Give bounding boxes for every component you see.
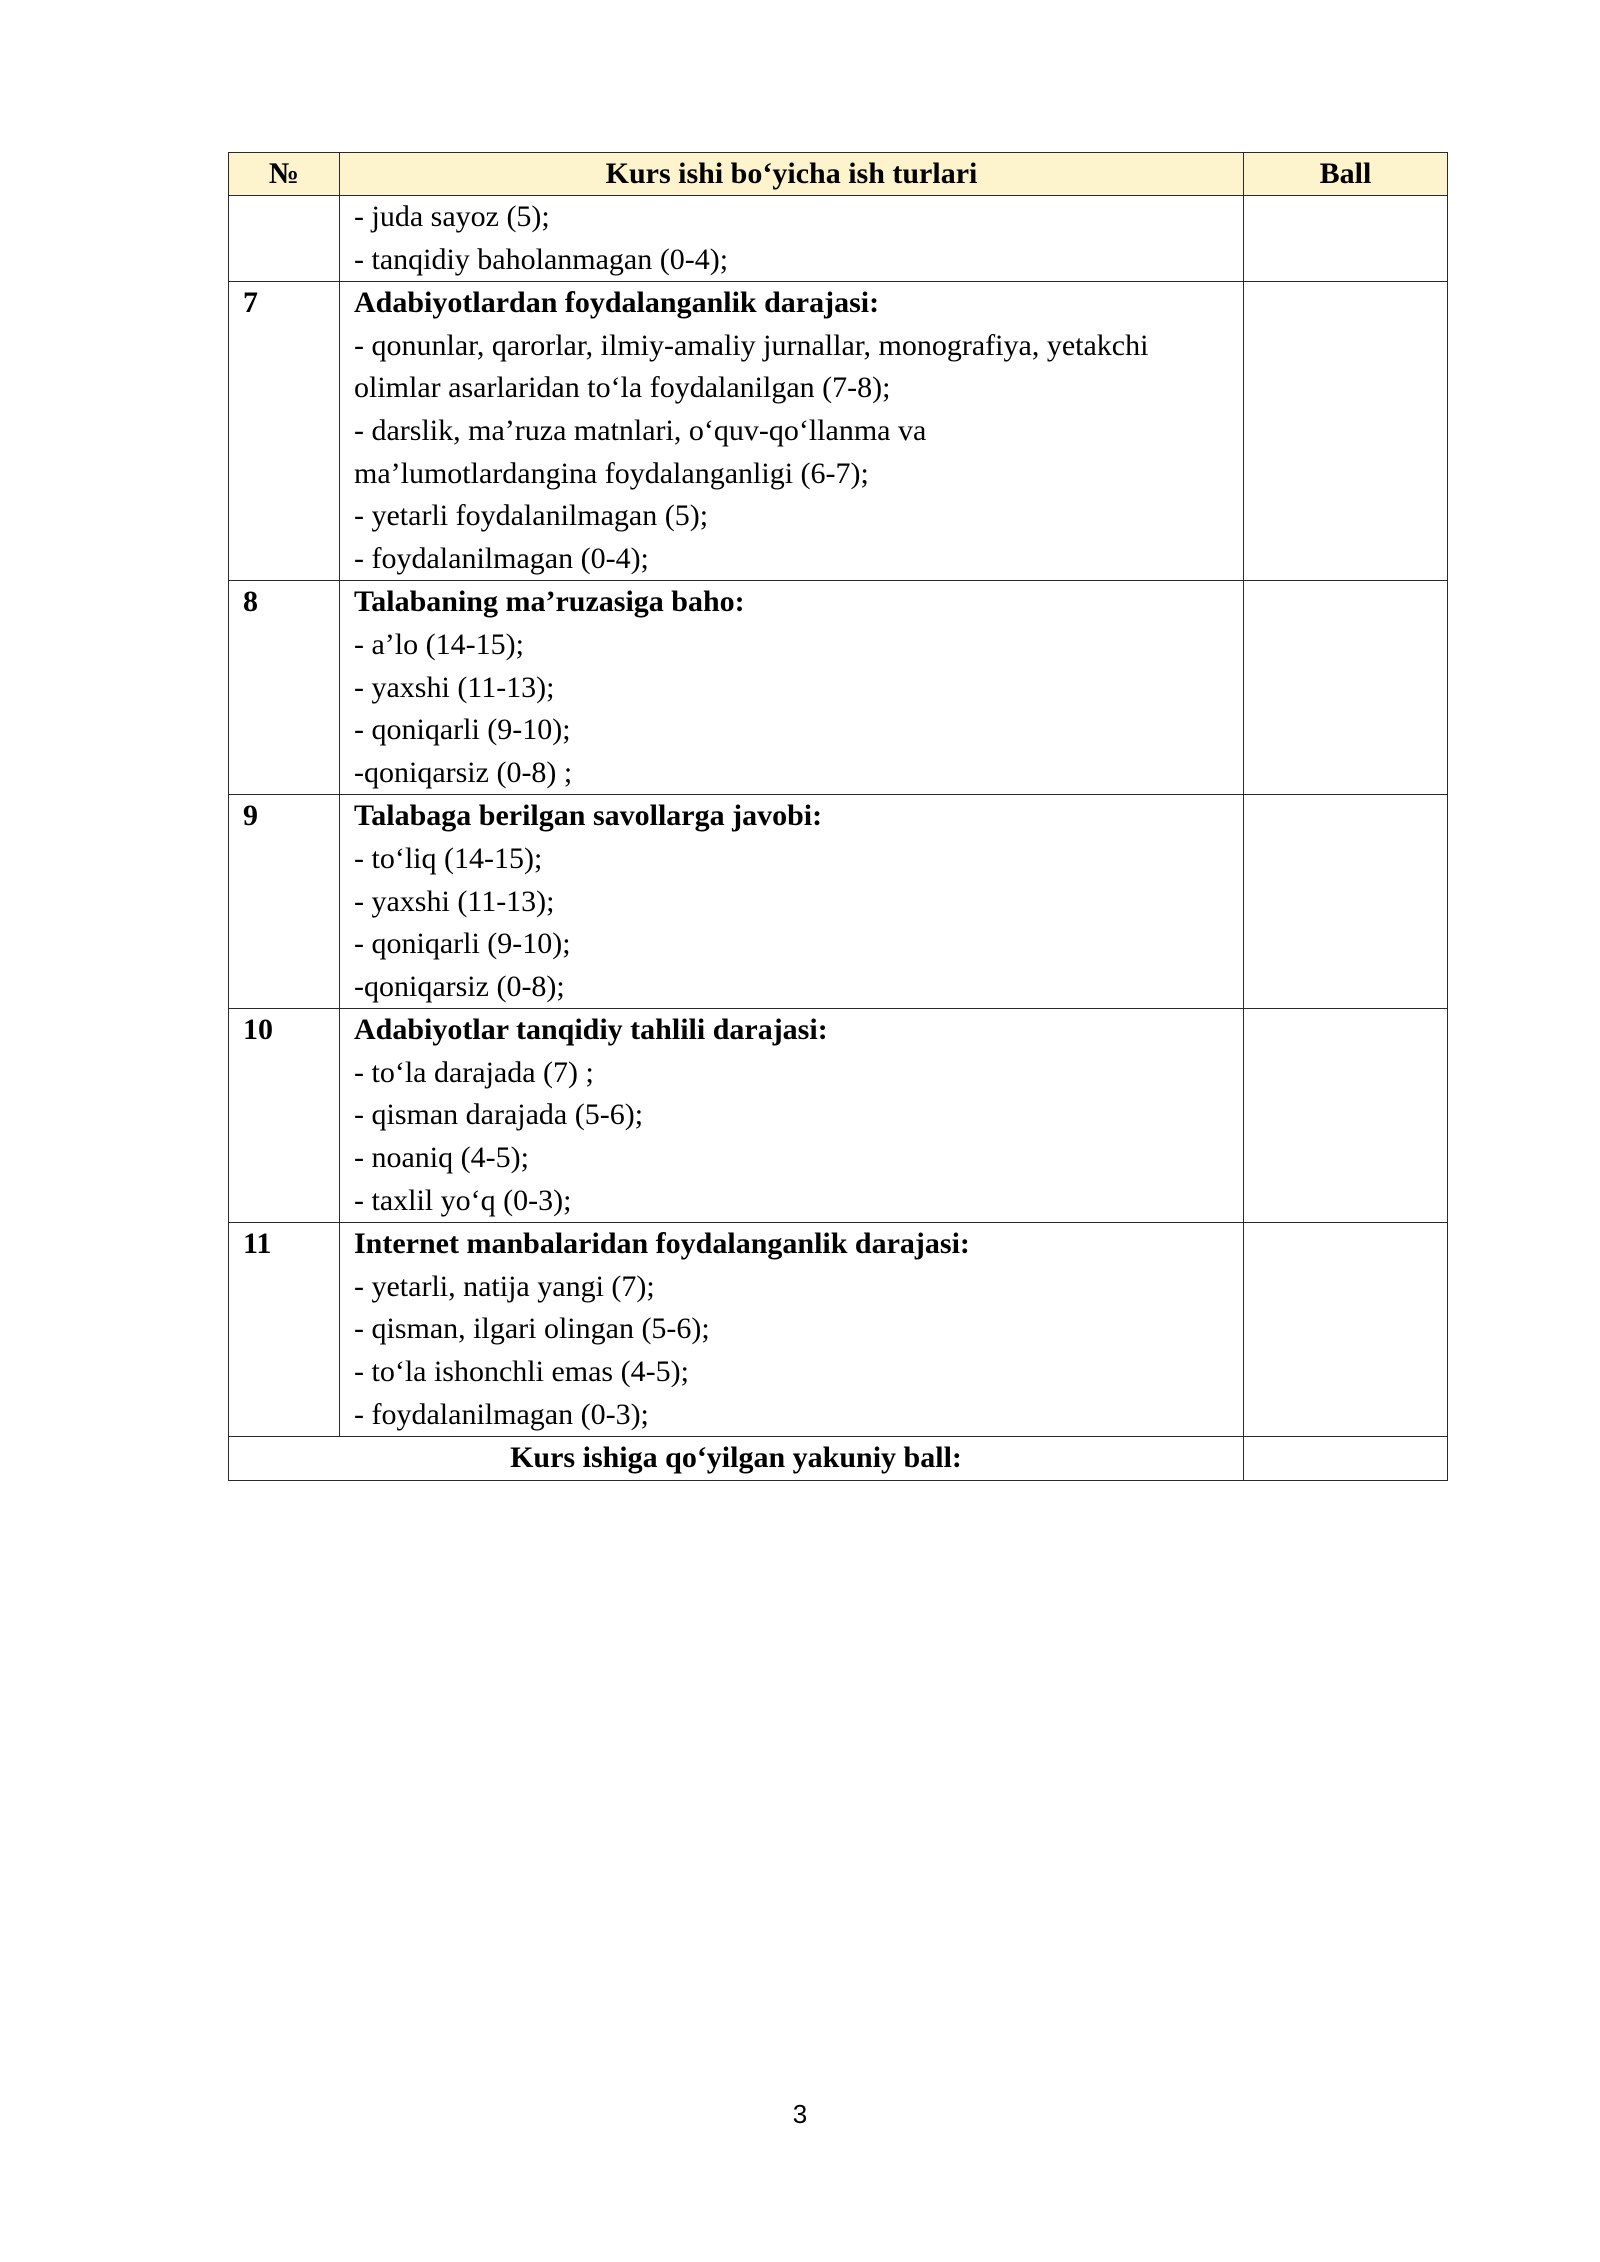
criteria-item: - darslik, ma’ruza matnlari, o‘quv-qo‘llanma va (354, 413, 927, 447)
score-cell (1244, 581, 1448, 795)
page-number: 3 (792, 2099, 808, 2129)
criteria-heading: Internet manbalaridan foydalanganlik darajasi: (354, 1227, 970, 1261)
criteria-item: -qoniqarsiz (0-8) ; (354, 755, 573, 789)
table-row (229, 1223, 1448, 1437)
criteria-heading: Talabaga berilgan savollarga javobi: (354, 799, 823, 833)
criteria-item: - qoniqarli (9-10); (354, 713, 571, 747)
criteria-item: -qoniqarsiz (0-8); (354, 969, 565, 1003)
criteria-heading: Adabiyotlardan foydalanganlik darajasi: (354, 286, 880, 320)
score-cell (1244, 196, 1448, 282)
criteria-item: - noaniq (4-5); (354, 1141, 529, 1175)
criteria-cell (340, 1223, 1244, 1437)
criteria-heading: Adabiyotlar tanqidiy tahlili darajasi: (354, 1013, 828, 1047)
criteria-item: - yaxshi (11-13); (354, 670, 555, 704)
criteria-item: - yaxshi (11-13); (354, 884, 555, 918)
criteria-item: - qonunlar, qarorlar, ilmiy-amaliy jurnallar, monografiya, yetakchi (354, 328, 1149, 362)
criteria-item: - yetarli foydalanilmagan (5); (354, 499, 709, 533)
table-row (229, 282, 1448, 581)
criteria-cell (340, 196, 1244, 282)
table-row (229, 581, 1448, 795)
score-cell (1244, 1223, 1448, 1437)
table-row (229, 1009, 1448, 1223)
criteria-cell (340, 1009, 1244, 1223)
criteria-item: - juda sayoz (5); (354, 200, 550, 233)
criteria-item: - qisman, ilgari olingan (5-6); (354, 1312, 710, 1346)
header-number: № (229, 153, 340, 196)
row-number: 11 (229, 1223, 340, 1437)
criteria-cell (340, 282, 1244, 581)
criteria-item: - tanqidiy baholanmagan (0-4); (354, 242, 729, 276)
criteria-item: - to‘la ishonchli emas (4-5); (354, 1355, 689, 1389)
criteria-item: - a’lo (14-15); (354, 627, 524, 661)
criteria-item: - foydalanilmagan (0-4); (354, 541, 649, 575)
table-total-row (229, 1437, 1448, 1481)
criteria-item: - qisman darajada (5-6); (354, 1098, 644, 1132)
criteria-heading: Talabaning ma’ruzasiga baho: (354, 585, 745, 619)
criteria-item: - to‘la darajada (7) ; (354, 1055, 594, 1089)
table-row (229, 795, 1448, 1009)
table-row-continuation (229, 196, 1448, 282)
criteria-cell (340, 581, 1244, 795)
criteria-item: ma’lumotlardangina foydalanganligi (6-7); (354, 456, 869, 490)
criteria-cell (340, 795, 1244, 1009)
criteria-item: - foydalanilmagan (0-3); (354, 1397, 649, 1431)
criteria-item: - yetarli, natija yangi (7); (354, 1269, 655, 1303)
row-number: 7 (229, 282, 340, 581)
criteria-item: - taxlil yo‘q (0-3); (354, 1183, 572, 1217)
score-cell (1244, 795, 1448, 1009)
header-work-types: Kurs ishi bo‘yicha ish turlari (340, 153, 1244, 196)
score-cell (1244, 282, 1448, 581)
row-number: 10 (229, 1009, 340, 1223)
total-score-label: Kurs ishiga qo‘yilgan yakuniy ball: (229, 1437, 1244, 1481)
table-header-row (229, 153, 1448, 196)
row-number: 8 (229, 581, 340, 795)
criteria-item: olimlar asarlaridan to‘la foydalanilgan (7-8); (354, 371, 891, 405)
row-number-cell (229, 196, 340, 282)
criteria-item: - to‘liq (14-15); (354, 841, 543, 875)
score-cell (1244, 1009, 1448, 1223)
grading-table (228, 152, 1448, 1481)
criteria-item: - qoniqarli (9-10); (354, 927, 571, 961)
header-score: Ball (1244, 153, 1448, 196)
row-number: 9 (229, 795, 340, 1009)
total-score-cell (1244, 1437, 1448, 1481)
